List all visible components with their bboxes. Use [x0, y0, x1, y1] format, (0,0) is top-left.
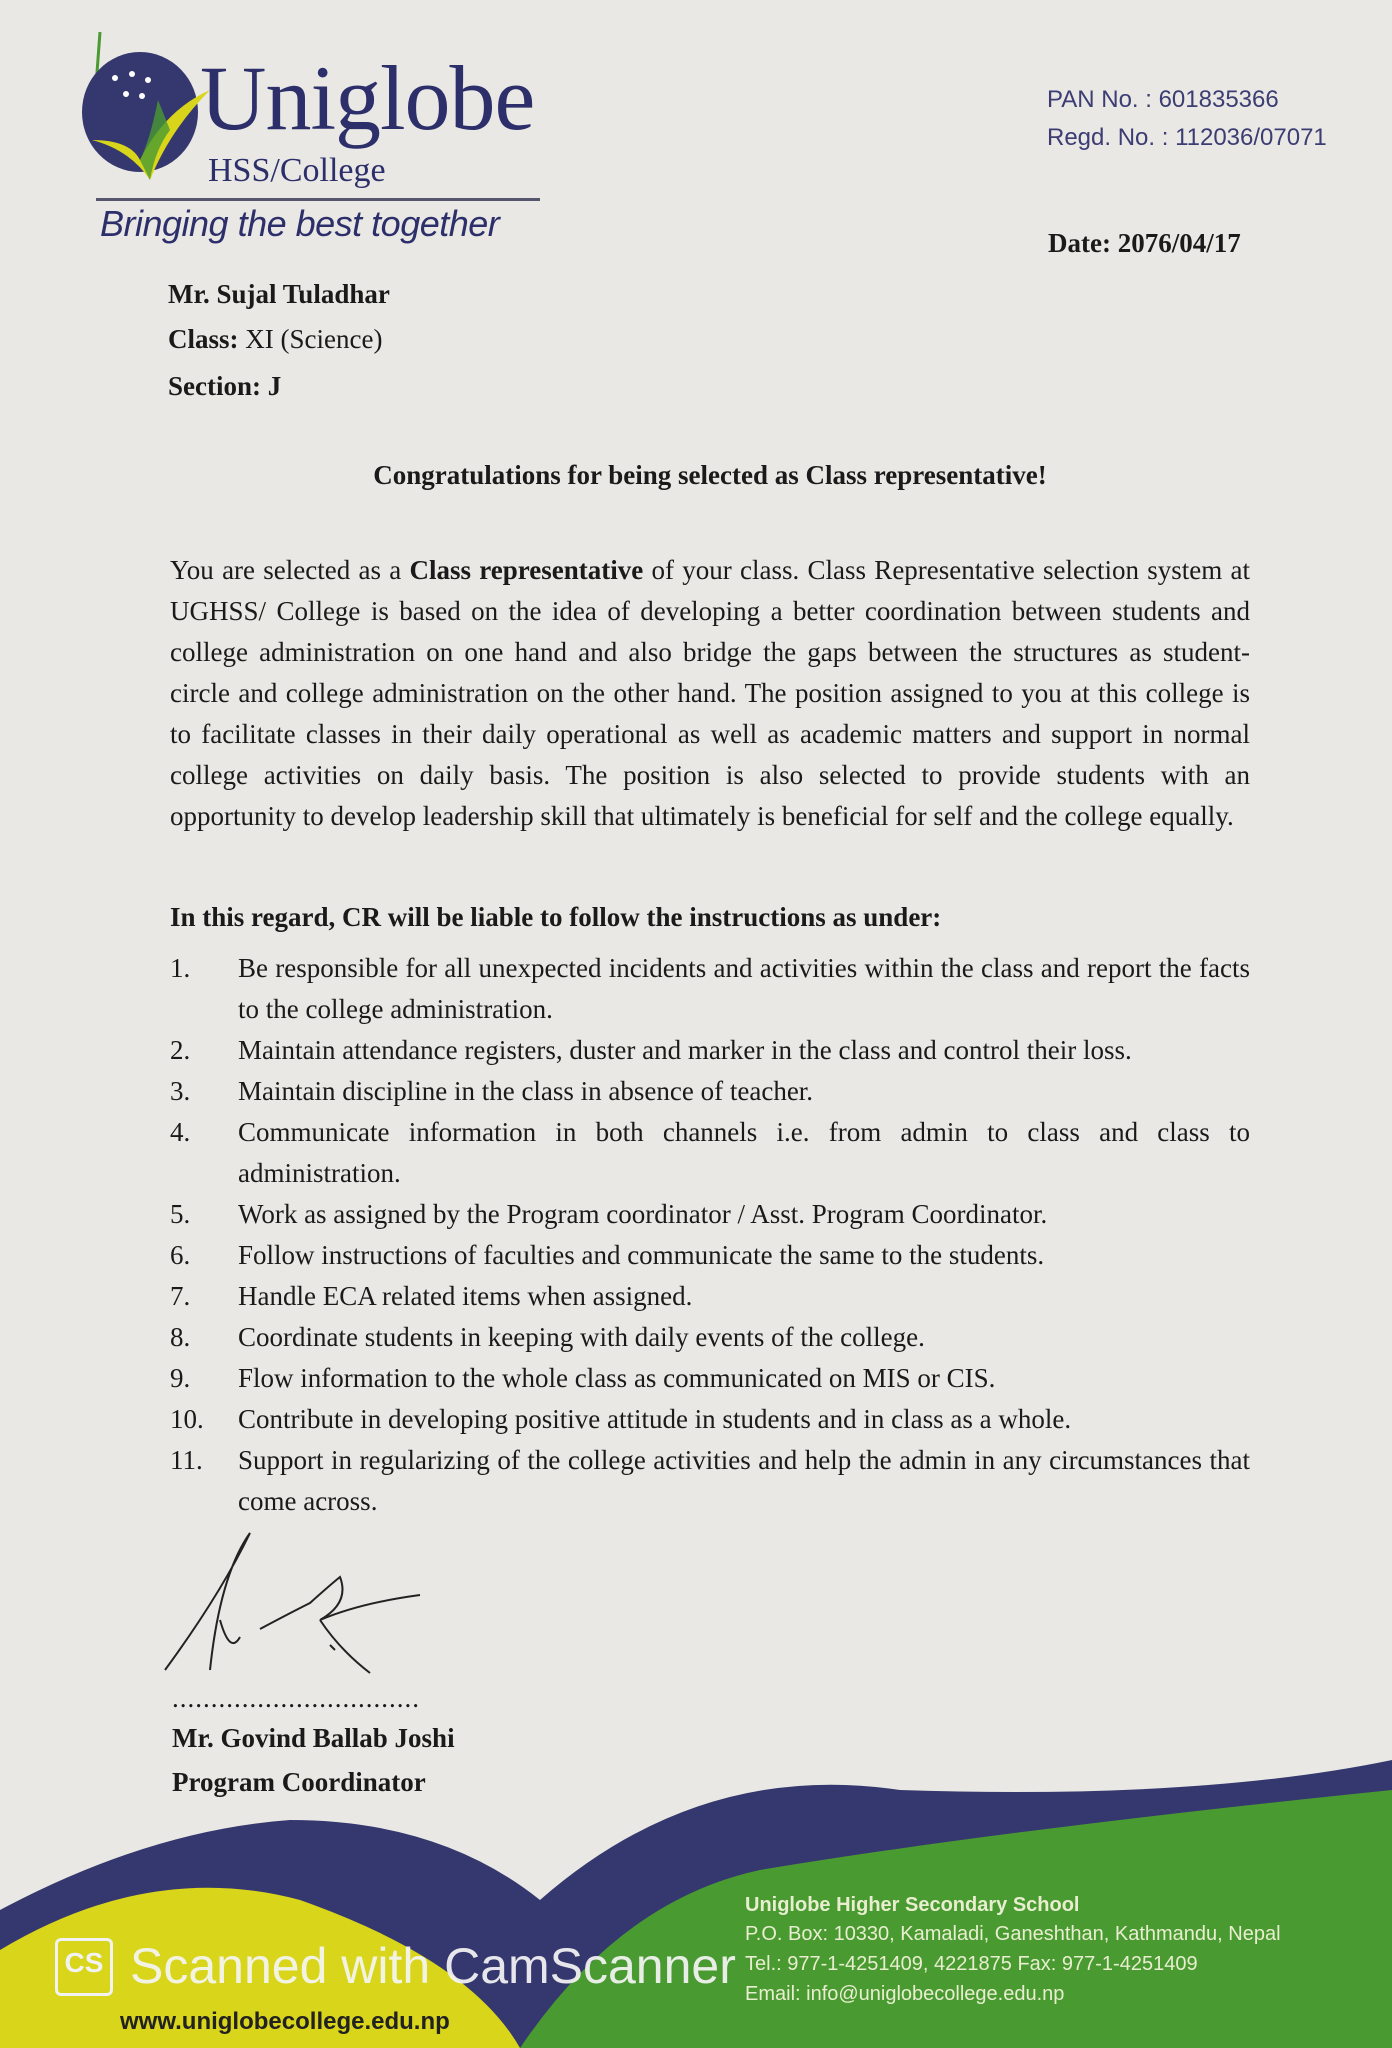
- signature-icon: [160, 1525, 430, 1675]
- recipient-name: Mr. Sujal Tuladhar: [168, 279, 390, 309]
- footer-school: Uniglobe Higher Secondary School: [745, 1894, 1080, 1916]
- footer-address: P.O. Box: 10330, Kamaladi, Ganeshthan, Kathmandu, Nepal: [745, 1923, 1281, 1945]
- item-number: 2.: [170, 1035, 191, 1065]
- body-bold: Class representative: [409, 555, 644, 585]
- item-text: Maintain attendance registers, duster and marker in the class and control their loss.: [238, 1035, 1132, 1065]
- class-label: Class:: [168, 324, 239, 354]
- item-text: Work as assigned by the Program coordinator / Asst. Program Coordinator.: [238, 1199, 1048, 1229]
- item-number: 5.: [170, 1199, 191, 1229]
- instruction-item: [170, 948, 1250, 1030]
- recipient-class: [168, 323, 382, 355]
- signatory-title: Program Coordinator: [172, 1767, 426, 1797]
- item-number: 6.: [170, 1240, 191, 1270]
- item-text: Handle ECA related items when assigned.: [238, 1281, 693, 1311]
- body-lead: You are selected as a: [170, 555, 410, 585]
- item-text: Maintain discipline in the class in absence of teacher.: [238, 1076, 814, 1106]
- instruction-item: [170, 1071, 1250, 1112]
- item-number: 8.: [170, 1322, 191, 1352]
- instruction-item: [170, 1030, 1250, 1071]
- instructions-list: [170, 948, 1250, 1522]
- body-rest: of your class. Class Representative selection system at UGHSS/ College is based on the idea of developing a better coordination between students and college administration on one hand and also bridge the gaps between the structures as student- circle and college administration on the other hand. The position assigned to you at this college is to facilitate classes in their daily operational as well as academic matters and support in normal college activities on daily basis. The position is also selected to provide students with an opportunity to develop leadership skill that ultimately is beneficial for self and the college equally.: [170, 555, 1250, 831]
- instruction-item: [170, 1276, 1250, 1317]
- camscanner-logo-icon: CS: [55, 1938, 113, 1996]
- footer-wave-graphic: [0, 1760, 1392, 2048]
- header-rule: [96, 198, 540, 201]
- brand-subtitle: HSS/College: [208, 152, 386, 189]
- item-text: Coordinate students in keeping with daily events of the college.: [238, 1322, 925, 1352]
- item-number: 11.: [170, 1445, 203, 1475]
- item-number: 9.: [170, 1363, 191, 1393]
- instruction-item: [170, 1317, 1250, 1358]
- item-text: Be responsible for all unexpected incidents and activities within the class and report the facts to the college administration.: [238, 953, 1250, 1024]
- instruction-item: [170, 1235, 1250, 1276]
- globe-logo-icon: [70, 30, 210, 180]
- class-value: XI (Science): [245, 324, 383, 354]
- item-number: 1.: [170, 953, 191, 983]
- instruction-item: [170, 1399, 1250, 1440]
- letter-heading: Congratulations for being selected as Class representative!: [373, 460, 1047, 490]
- footer-email: Email: info@uniglobecollege.edu.np: [745, 1983, 1065, 2005]
- instruction-item: [170, 1358, 1250, 1399]
- pan-number: PAN No. : 601835366: [1047, 86, 1279, 113]
- item-number: 4.: [170, 1117, 191, 1147]
- footer-website: www.uniglobecollege.edu.np: [120, 2008, 450, 2035]
- scanner-watermark: Scanned with CamScanner: [130, 1938, 736, 1994]
- item-text: Support in regularizing of the college activities and help the admin in any circumstances that come across.: [238, 1445, 1250, 1516]
- item-number: 3.: [170, 1076, 191, 1106]
- signature-line: ................................: [172, 1683, 420, 1713]
- registration-number: Regd. No. : 112036/07071: [1047, 124, 1327, 151]
- item-text: Communicate information in both channels i.e. from admin to class and class to administration.: [238, 1117, 1250, 1188]
- brand-name: Uniglobe: [200, 47, 535, 149]
- instruction-item: [170, 1440, 1250, 1522]
- item-number: 10.: [170, 1404, 204, 1434]
- recipient-section: Section: J: [168, 371, 282, 401]
- instruction-item: [170, 1194, 1250, 1235]
- letter-date: Date: 2076/04/17: [1048, 228, 1241, 258]
- instructions-intro: In this regard, CR will be liable to follow the instructions as under:: [170, 902, 942, 932]
- signatory-name: Mr. Govind Ballab Joshi: [172, 1723, 455, 1753]
- item-number: 7.: [170, 1281, 191, 1311]
- body-paragraph: [170, 550, 1250, 837]
- instruction-item: [170, 1112, 1250, 1194]
- item-text: Contribute in developing positive attitude in students and in class as a whole.: [238, 1404, 1072, 1434]
- item-text: Flow information to the whole class as communicated on MIS or CIS.: [238, 1363, 996, 1393]
- item-text: Follow instructions of faculties and communicate the same to the students.: [238, 1240, 1045, 1270]
- tagline: Bringing the best together: [100, 203, 500, 244]
- footer-phone: Tel.: 977-1-4251409, 4221875 Fax: 977-1-4251409: [745, 1953, 1198, 1975]
